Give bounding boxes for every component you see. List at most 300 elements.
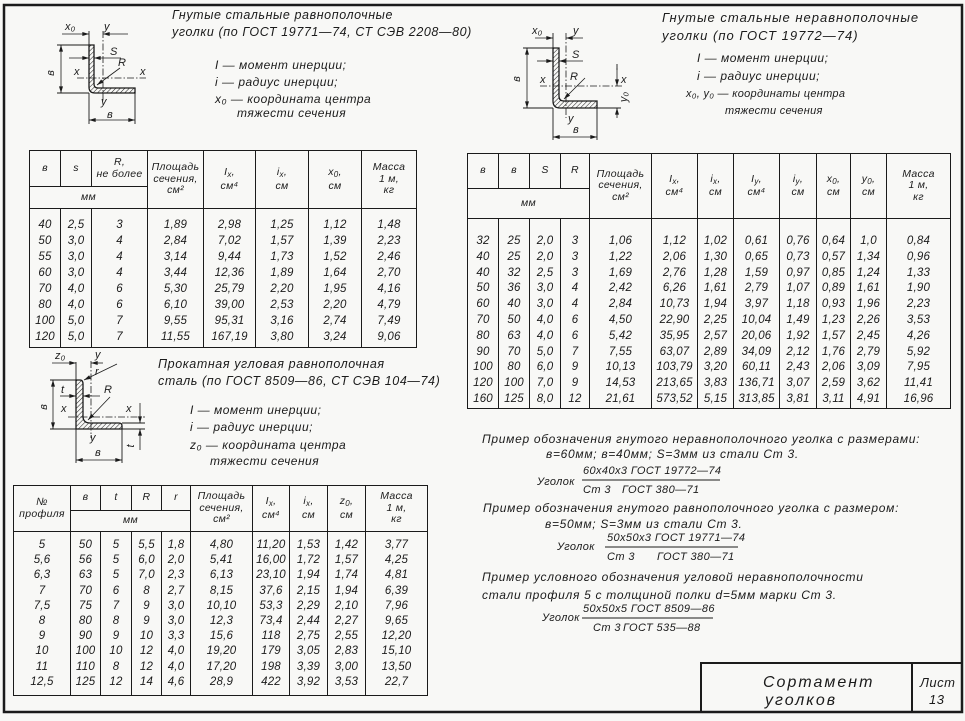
- cell-t: 8: [101, 660, 132, 675]
- cell-radius-x: 1,02: [698, 219, 734, 250]
- label-width: в: [573, 124, 579, 136]
- cell-radius-x: 1,94: [290, 568, 328, 583]
- cell-r-big: 12: [132, 644, 162, 659]
- header-label: в: [82, 491, 89, 504]
- cell-area: 1,06: [590, 219, 652, 250]
- cell-radius-y: 1,49: [780, 313, 817, 329]
- example-numerator: 60х40х3 ГОСТ 19772—74: [583, 465, 722, 477]
- cell-radius-x: 2,20: [256, 281, 309, 297]
- cell-radius-x: 1,28: [698, 266, 734, 282]
- cell-z0: 1,74: [328, 568, 366, 583]
- cell-y0: 1,96: [851, 297, 887, 313]
- cell-t: 5: [101, 568, 132, 583]
- cell-mass: 7,96: [366, 599, 428, 614]
- example-params: в=50мм; S=3мм из стали Ст 3.: [545, 517, 743, 531]
- cell-profile-no: 10: [14, 644, 71, 659]
- cell-r: 3: [561, 250, 590, 266]
- label-r: R: [118, 57, 126, 69]
- table-row: [14, 568, 428, 583]
- table-row: [14, 614, 428, 629]
- cell-mass: 1,90: [887, 281, 951, 297]
- header-label: Площадь сечения, см²: [151, 161, 200, 197]
- cell-radius-x: 1,25: [256, 209, 309, 234]
- cell-r: 7: [92, 329, 148, 348]
- cell-moment-x: 213,65: [652, 376, 698, 392]
- label-width: в: [95, 447, 101, 459]
- header-symbol: I: [265, 495, 269, 507]
- cell-r: 4: [561, 297, 590, 313]
- header-r-small: [162, 486, 191, 511]
- table-row: [30, 329, 417, 348]
- header-comma: ,: [799, 172, 804, 185]
- sheet-title: уголков: [765, 692, 838, 709]
- cell-mass: 2,23: [887, 297, 951, 313]
- cell-b: 110: [71, 660, 101, 675]
- cell-x0: 1,64: [309, 265, 362, 281]
- cell-x0: 3,11: [817, 392, 851, 408]
- cell-moment-x: 37,6: [253, 584, 290, 599]
- header-moment-x: [204, 151, 256, 209]
- header-comma: ,: [350, 495, 354, 507]
- label-y0: y₀: [618, 91, 630, 103]
- cell-x0: 2,20: [309, 297, 362, 313]
- header-label: Площадь сечения, см²: [197, 490, 246, 526]
- label-x: x: [61, 403, 67, 415]
- header-b: [71, 486, 101, 511]
- cell-moment-x: 198: [253, 660, 290, 675]
- cell-moment-x: 39,00: [204, 297, 256, 313]
- cell-r-big: 10: [132, 629, 162, 644]
- header-symbol: x: [826, 172, 833, 185]
- cell-b-long: 50: [468, 281, 499, 297]
- table-row: [468, 281, 951, 297]
- table-row: [30, 209, 417, 234]
- cell-y0: 2,79: [851, 345, 887, 361]
- header-radius-y: [780, 154, 817, 219]
- cell-moment-x: 2,98: [204, 209, 256, 234]
- example-intro: Пример условного обозначения угловой неравнополочности: [482, 570, 864, 584]
- header-subscript: x: [306, 499, 311, 508]
- cell-r-big: 7,0: [132, 568, 162, 583]
- cell-radius-y: 1,92: [780, 329, 817, 345]
- cell-t: 9: [101, 629, 132, 644]
- example-label: Уголок: [537, 476, 575, 488]
- cell-area: 10,10: [191, 599, 253, 614]
- cell-area: 2,84: [590, 297, 652, 313]
- example-denominator-steel: Ст 3: [593, 622, 621, 634]
- header-unit: см: [339, 508, 354, 521]
- cell-profile-no: 5: [14, 532, 71, 554]
- cell-r-small: 4,6: [162, 675, 191, 696]
- cell-x0: 1,52: [309, 249, 362, 265]
- angle-section-shape: [76, 380, 122, 429]
- cell-x0: 0,93: [817, 297, 851, 313]
- cell-area: 5,30: [148, 281, 204, 297]
- cell-mass: 12,20: [366, 629, 428, 644]
- example-denominator-standard: ГОСТ 535—88: [623, 622, 701, 634]
- cell-b-long: 40: [468, 266, 499, 282]
- cell-s: 2,5: [530, 266, 561, 282]
- section-title: Гнутые стальные неравнополочные: [662, 10, 920, 25]
- label-s: S: [572, 49, 580, 61]
- legend-line: z₀ — координата центра: [190, 438, 347, 452]
- example-denominator-standard: ГОСТ 380—71: [622, 484, 700, 496]
- cell-mass: 4,26: [887, 329, 951, 345]
- label-y: y: [104, 21, 110, 33]
- cell-radius-x: 1,53: [290, 532, 328, 554]
- cell-profile-no: 6,3: [14, 568, 71, 583]
- header-unit: см: [861, 186, 876, 198]
- cell-r: 3: [92, 209, 148, 234]
- cell-moment-x: 422: [253, 675, 290, 696]
- cell-mass: 6,39: [366, 584, 428, 599]
- cell-b: 70: [30, 281, 61, 297]
- cell-radius-x: 3,39: [290, 660, 328, 675]
- cell-radius-x: 2,15: [290, 584, 328, 599]
- header-label: Масса 1 м, кг: [902, 167, 935, 203]
- header-symbol: i: [303, 495, 307, 507]
- cell-radius-x: 2,53: [256, 297, 309, 313]
- header-symbol: i: [710, 172, 714, 185]
- cell-moment-x: 118: [253, 629, 290, 644]
- cell-moment-x: 7,02: [204, 233, 256, 249]
- cell-radius-x: 3,83: [698, 376, 734, 392]
- cell-moment-x: 23,10: [253, 568, 290, 583]
- cell-r: 4: [92, 249, 148, 265]
- header-unit: см: [708, 186, 723, 198]
- header-area: [191, 486, 253, 532]
- table-row: [14, 644, 428, 659]
- header-label: в: [511, 164, 517, 177]
- table-row: [468, 329, 951, 345]
- cell-t: 7: [101, 599, 132, 614]
- label-x: x: [140, 66, 146, 78]
- cell-z0: 2,55: [328, 629, 366, 644]
- header-profile-no: [14, 486, 71, 532]
- cell-moment-y: 313,85: [734, 392, 780, 408]
- cell-area: 5,41: [191, 553, 253, 568]
- extension-lines: [57, 31, 135, 124]
- cell-moment-x: 2,06: [652, 250, 698, 266]
- cell-area: 4,80: [191, 532, 253, 554]
- cell-b-short: 32: [499, 266, 530, 282]
- cell-b-short: 80: [499, 360, 530, 376]
- label-width: в: [107, 109, 113, 121]
- cell-mass: 7,49: [362, 313, 417, 329]
- header-label: R, не более: [96, 156, 143, 180]
- example-label: Уголок: [557, 541, 595, 553]
- cell-r-small: 3,0: [162, 614, 191, 629]
- cell-radius-x: 3,92: [290, 675, 328, 696]
- label-r: R: [104, 384, 112, 396]
- header-comma: ,: [872, 172, 876, 185]
- legend-line: I — момент инерции;: [697, 51, 829, 65]
- table-row: [14, 584, 428, 599]
- cell-s: 3,0: [530, 281, 561, 297]
- cell-y0: 3,62: [851, 376, 887, 392]
- cell-mass: 4,25: [366, 553, 428, 568]
- cell-y0: 2,26: [851, 313, 887, 329]
- header-comma: ,: [676, 172, 680, 185]
- cell-s: 4,0: [61, 297, 92, 313]
- bent-equal-angles-table: [29, 150, 417, 348]
- label-y: y: [101, 96, 107, 108]
- label-x: x: [540, 74, 546, 86]
- table-row: [468, 360, 951, 376]
- header-symbol: z: [339, 495, 346, 507]
- example-label: Уголок: [542, 612, 580, 624]
- cell-s: 5,0: [61, 329, 92, 348]
- cell-s: 2,0: [530, 219, 561, 250]
- cell-x0: 0,89: [817, 281, 851, 297]
- header-row: [30, 151, 417, 187]
- header-comma: ,: [273, 495, 277, 507]
- cell-r: 4: [92, 233, 148, 249]
- cell-z0: 2,10: [328, 599, 366, 614]
- header-r-big: [132, 486, 162, 511]
- cell-radius-x: 1,57: [256, 233, 309, 249]
- cell-mass: 5,92: [887, 345, 951, 361]
- cell-r-big: 9: [132, 614, 162, 629]
- cell-area: 10,13: [590, 360, 652, 376]
- header-subscript: 0: [832, 176, 838, 186]
- label-x: x: [621, 74, 627, 86]
- cell-radius-y: 1,07: [780, 281, 817, 297]
- table-row: [14, 660, 428, 675]
- cell-r-small: 2,0: [162, 553, 191, 568]
- cell-mass: 3,77: [366, 532, 428, 554]
- cell-b-short: 25: [499, 219, 530, 250]
- cell-x0: 1,57: [817, 329, 851, 345]
- cell-area: 6,13: [191, 568, 253, 583]
- cell-s: 3,0: [530, 297, 561, 313]
- header-mass: [366, 486, 428, 532]
- cell-r-small: 2,7: [162, 584, 191, 599]
- header-symbol: x: [328, 166, 334, 178]
- cell-r: 4: [561, 281, 590, 297]
- header-subscript: 0: [345, 499, 351, 508]
- cell-radius-x: 2,57: [698, 329, 734, 345]
- cell-moment-x: 167,19: [204, 329, 256, 348]
- label-x: x: [74, 66, 80, 78]
- cell-r-big: 6,0: [132, 553, 162, 568]
- header-subscript: x: [713, 176, 718, 186]
- cell-r: 6: [561, 329, 590, 345]
- label-y: y: [90, 432, 96, 444]
- header-y0: [851, 154, 887, 219]
- cell-s: 7,0: [530, 376, 561, 392]
- cell-y0: 2,45: [851, 329, 887, 345]
- label-y: y: [95, 349, 101, 361]
- header-x0: [309, 151, 362, 209]
- header-area: [590, 154, 652, 219]
- cell-moment-x: 9,44: [204, 249, 256, 265]
- cell-t: 10: [101, 644, 132, 659]
- header-r: [92, 151, 148, 187]
- header-comma: ,: [758, 172, 762, 185]
- table-row: [468, 313, 951, 329]
- header-r: [561, 154, 590, 189]
- cell-moment-x: 10,73: [652, 297, 698, 313]
- cell-s: 8,0: [530, 392, 561, 408]
- sheet-title: Сортамент: [763, 674, 875, 691]
- cell-profile-no: 12,5: [14, 675, 71, 696]
- header-mass: [362, 151, 417, 209]
- cell-b: 90: [71, 629, 101, 644]
- cell-s: 3,0: [61, 249, 92, 265]
- cell-b: 100: [30, 313, 61, 329]
- header-subscript: x: [672, 176, 677, 186]
- cell-area: 1,69: [590, 266, 652, 282]
- cell-area: 19,20: [191, 644, 253, 659]
- cell-moment-x: 95,31: [204, 313, 256, 329]
- rolled-equal-angles-table: [13, 485, 428, 696]
- bent-unequal-angle-diagram: [511, 25, 630, 140]
- cell-s: 2,0: [530, 250, 561, 266]
- sheet-number: 13: [929, 692, 945, 707]
- example-intro: Пример обозначения гнутого неравнополочного уголка с размерами:: [482, 432, 921, 446]
- cell-radius-y: 1,18: [780, 297, 817, 313]
- table-row: [468, 250, 951, 266]
- cell-b: 40: [30, 209, 61, 234]
- cell-radius-y: 0,97: [780, 266, 817, 282]
- cell-area: 3,14: [148, 249, 204, 265]
- cell-area: 6,10: [148, 297, 204, 313]
- header-comma: ,: [283, 166, 288, 178]
- cell-t: 5: [101, 532, 132, 554]
- header-label: Масса 1 м, кг: [380, 490, 413, 526]
- header-moment-x: [652, 154, 698, 219]
- cell-b-long: 60: [468, 297, 499, 313]
- cell-b-long: 100: [468, 360, 499, 376]
- cell-area: 28,9: [191, 675, 253, 696]
- label-r-small: r: [95, 366, 99, 378]
- cell-moment-x: 63,07: [652, 345, 698, 361]
- cell-z0: 1,94: [328, 584, 366, 599]
- header-label: S: [541, 164, 549, 177]
- cell-radius-x: 1,30: [698, 250, 734, 266]
- cell-moment-y: 0,65: [734, 250, 780, 266]
- cell-moment-x: 11,20: [253, 532, 290, 554]
- cell-profile-no: 11: [14, 660, 71, 675]
- legend-line: i — радиус инерции;: [190, 420, 313, 434]
- header-unit: см⁴: [262, 508, 280, 521]
- cell-moment-x: 25,79: [204, 281, 256, 297]
- cell-y0: 1,0: [851, 219, 887, 250]
- cell-b-short: 70: [499, 345, 530, 361]
- leader-line-r: [97, 68, 120, 85]
- legend-line: i — радиус инерции;: [215, 75, 338, 89]
- cell-radius-x: 5,15: [698, 392, 734, 408]
- cell-s: 3,0: [61, 265, 92, 281]
- label-z0: z₀: [55, 350, 66, 362]
- table-row: [468, 297, 951, 313]
- example-denominator-steel: Ст 3: [583, 484, 611, 496]
- table-row: [14, 675, 428, 696]
- cell-r-small: 3,3: [162, 629, 191, 644]
- section-title: Гнутые стальные равнополочные: [172, 8, 394, 22]
- cell-x0: 1,23: [817, 313, 851, 329]
- cell-area: 7,55: [590, 345, 652, 361]
- example-intro: Пример обозначения гнутого равнополочного уголка с размером:: [483, 501, 900, 515]
- cell-radius-x: 3,80: [256, 329, 309, 348]
- cell-z0: 3,00: [328, 660, 366, 675]
- header-subscript: x: [227, 170, 232, 179]
- cell-profile-no: 7,5: [14, 599, 71, 614]
- header-unit-mm: мм: [71, 511, 191, 532]
- cell-r: 12: [561, 392, 590, 408]
- cell-s: 3,0: [61, 233, 92, 249]
- cell-x0: 1,12: [309, 209, 362, 234]
- header-unit: см: [275, 179, 289, 192]
- cell-z0: 3,53: [328, 675, 366, 696]
- header-symbol: i: [792, 172, 796, 185]
- cell-b: 125: [71, 675, 101, 696]
- cell-moment-x: 12,36: [204, 265, 256, 281]
- header-label: t: [114, 491, 118, 504]
- label-height: в: [45, 70, 57, 76]
- cell-moment-y: 2,79: [734, 281, 780, 297]
- header-unit: см⁴: [220, 179, 239, 192]
- cell-radius-x: 2,89: [698, 345, 734, 361]
- cell-r: 7: [92, 313, 148, 329]
- cell-r-small: 3,0: [162, 599, 191, 614]
- example-params: стали профиля 5 с толщиной полки d=5мм марки Ст 3.: [482, 588, 837, 602]
- cell-area: 8,15: [191, 584, 253, 599]
- header-z0: [328, 486, 366, 532]
- cell-radius-x: 1,73: [256, 249, 309, 265]
- cell-moment-x: 179: [253, 644, 290, 659]
- cell-b-short: 63: [499, 329, 530, 345]
- cell-r: 3: [561, 219, 590, 250]
- cell-moment-y: 3,97: [734, 297, 780, 313]
- cell-moment-x: 22,90: [652, 313, 698, 329]
- header-unit: см: [791, 186, 805, 198]
- cell-moment-y: 60,11: [734, 360, 780, 376]
- header-label: в: [42, 161, 48, 174]
- cell-area: 11,55: [148, 329, 204, 348]
- header-unit: см⁴: [665, 186, 684, 198]
- cell-profile-no: 5,6: [14, 553, 71, 568]
- cell-r-big: 12: [132, 660, 162, 675]
- cell-b: 75: [71, 599, 101, 614]
- cell-x0: 2,06: [817, 360, 851, 376]
- cell-radius-x: 1,72: [290, 553, 328, 568]
- cell-radius-x: 1,89: [256, 265, 309, 281]
- cell-r-small: 4,0: [162, 644, 191, 659]
- cell-mass: 7,95: [887, 360, 951, 376]
- header-symbol: I: [751, 172, 755, 185]
- table-row: [14, 599, 428, 614]
- header-b-long: [468, 154, 499, 189]
- cell-t: 5: [101, 553, 132, 568]
- example-params: в=60мм; в=40мм; S=3мм из стали Ст 3.: [546, 447, 799, 461]
- cell-mass: 0,84: [887, 219, 951, 250]
- cell-b: 80: [30, 297, 61, 313]
- label-s: S: [110, 46, 118, 58]
- cell-moment-x: 16,00: [253, 553, 290, 568]
- cell-x0: 0,64: [817, 219, 851, 250]
- header-label: Масса 1 м, кг: [372, 161, 406, 197]
- cell-area: 1,22: [590, 250, 652, 266]
- cell-t: 12: [101, 675, 132, 696]
- cell-area: 15,6: [191, 629, 253, 644]
- header-b: [30, 151, 61, 187]
- header-comma: ,: [338, 166, 342, 178]
- cell-r: 6: [92, 297, 148, 313]
- cell-r-big: 8: [132, 584, 162, 599]
- cell-radius-x: 2,25: [698, 313, 734, 329]
